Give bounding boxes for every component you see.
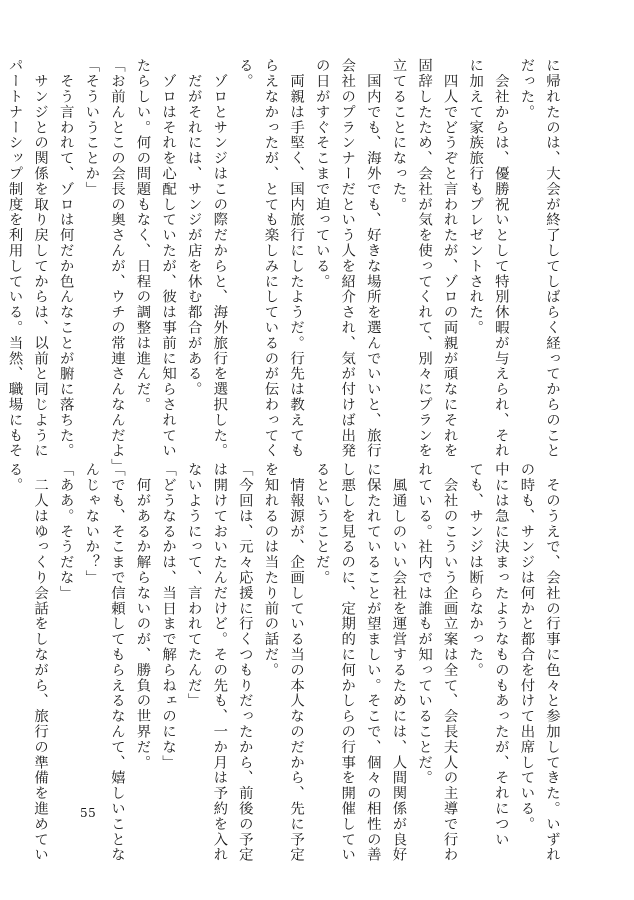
text-column: に帰れたのは、大会が終了してしばらく経ってからのこと bbox=[544, 58, 560, 459]
text-column: 会社のこういう企画立案は全て、会長夫人の主導で行わ bbox=[441, 462, 458, 863]
text-column: る。 bbox=[236, 58, 253, 89]
text-column: らえなかったが、とても楽しみにしているのが伝わってく bbox=[262, 58, 279, 459]
text-column: だった。 bbox=[518, 58, 535, 120]
page-number: 55 bbox=[80, 806, 97, 820]
text-column: 「でも、そこまで信頼してもらえるなんて、嬉しいことな bbox=[108, 462, 125, 863]
text-column bbox=[0, 462, 1, 784]
text-column: 「そういうことか」 bbox=[83, 58, 100, 197]
text-column: んじゃないか？」 bbox=[83, 462, 100, 586]
text-column: 「お前んとこの会長の奥さんが、ウチの常連さんなんだよ」 bbox=[108, 58, 125, 474]
top-text-block bbox=[6, 58, 564, 474]
text-column: し悪しを見るのに、定期的に何かしらの行事を開催してい bbox=[339, 462, 356, 863]
text-column: の時も、サンジは何かと都合を付けて出席している。 bbox=[518, 462, 535, 832]
text-column: ゾロとサンジはこの際だからと、海外旅行を選択した。 bbox=[211, 58, 228, 459]
text-column: パートナーシップ制度を利用している。当然、職場にもそ bbox=[6, 58, 23, 459]
text-column: の日がすぐそこまで迫っている。 bbox=[313, 58, 330, 289]
text-column: る。 bbox=[6, 462, 23, 493]
text-column: るということだ。 bbox=[313, 462, 330, 586]
text-column: 情報源が、企画している当の本人なのだから、先に予定 bbox=[288, 462, 305, 863]
text-column: 固辞したため、会社が気を使ってくれて、別々にプランを bbox=[416, 58, 433, 459]
text-column: だがそれには、サンジが店を休む都合がある。 bbox=[185, 58, 202, 397]
text-column: 「ああ。そうだな」 bbox=[57, 462, 74, 601]
text-column: 四人でどうぞと言われたが、ゾロの両親が頑なにそれを bbox=[441, 58, 458, 459]
text-column: に加えて家族旅行もプレゼントされた。 bbox=[467, 58, 484, 336]
text-column: そのうえで、会社の行事に色々と参加してきた。いずれ bbox=[544, 462, 560, 863]
text-column: は開けておいたんだけど。その先も、一か月は予約を入れ bbox=[211, 462, 228, 863]
text-column: 風通しのいい会社を運営するためには、人間関係が良好 bbox=[390, 462, 407, 863]
text-column: 「どうなるかは、当日まで解らねェのにな」 bbox=[160, 462, 177, 770]
text-column: そう言われて、ゾロは何だか色んなことが腑に落ちた。 bbox=[57, 58, 74, 459]
text-column: 中には急に決まったようなものもあったが、それについ bbox=[492, 462, 509, 847]
text-column: に保たれていることが望ましい。そこで、個々の相性の善 bbox=[364, 462, 381, 863]
text-column: サンジとの関係を取り戻してからは、以前と同じように bbox=[32, 58, 49, 459]
text-column: 二人はゆっくり会話をしながら、旅行の準備を進めてい bbox=[32, 462, 49, 863]
text-column: 何があるか解らないのが、勝負の世界だ。 bbox=[134, 462, 151, 770]
text-column: れている。社内では誰もが知っていることだ。 bbox=[416, 462, 433, 786]
text-column: を知れるのは当たり前の話だ。 bbox=[262, 462, 279, 678]
text-column: 会社のプランナーだという人を紹介され、気が付けば出発 bbox=[339, 58, 356, 459]
text-column: 「今回は、元々応援に行くつもりだったから、前後の予定 bbox=[236, 462, 253, 863]
text-column: ゾロはそれを心配していたが、彼は事前に知らされてい bbox=[160, 58, 177, 459]
text-column: 立てることになった。 bbox=[390, 58, 407, 212]
text-column: 国内でも、海外でも、好きな場所を選んでいいと、旅行 bbox=[364, 58, 381, 459]
text-column bbox=[0, 58, 1, 380]
text-column: ないようにって、言われてたんだ」 bbox=[185, 462, 202, 709]
text-column: たらしい。何の問題もなく、日程の調整は進んだ。 bbox=[134, 58, 151, 413]
text-column: 両親は手堅く、国内旅行にしたようだ。行先は教えても bbox=[288, 58, 305, 459]
text-column: 会社からは、優勝祝いとして特別休暇が与えられ、それ bbox=[492, 58, 509, 459]
text-column: ても、サンジは断らなかった。 bbox=[467, 462, 484, 678]
